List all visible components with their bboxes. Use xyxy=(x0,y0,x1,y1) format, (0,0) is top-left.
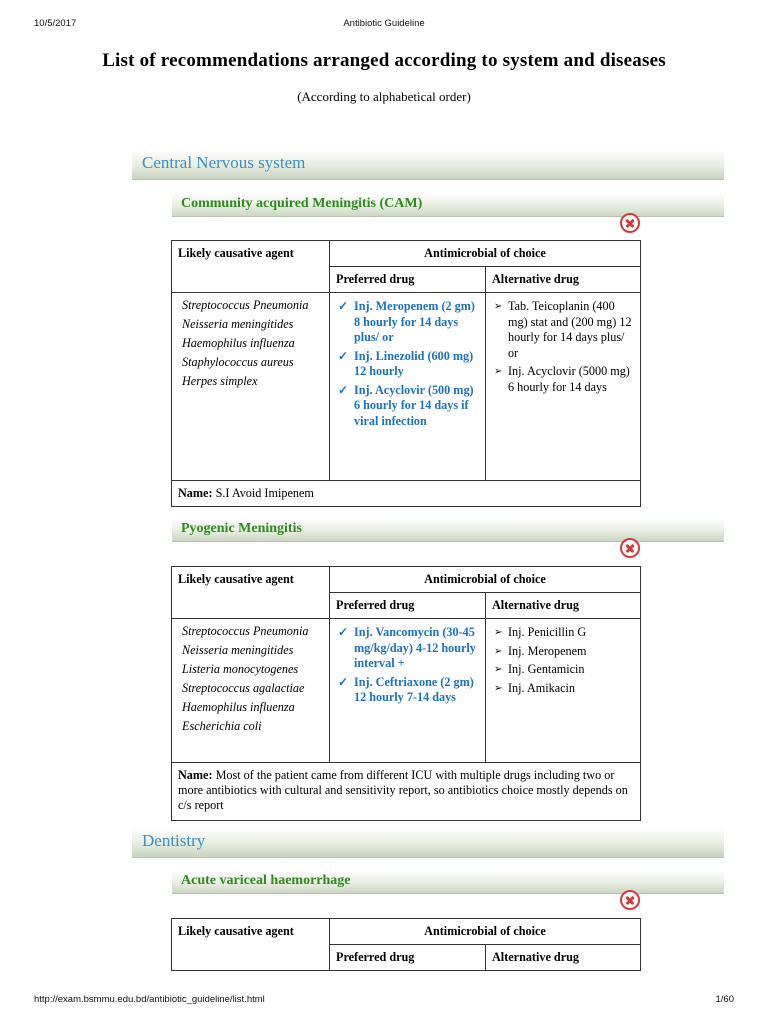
alternative-item: ➢ Inj. Gentamicin xyxy=(494,662,585,676)
drug-table-cam xyxy=(171,240,641,507)
check-icon: ✓ xyxy=(338,382,349,397)
system-title: Dentistry xyxy=(142,831,206,850)
agents-cell xyxy=(172,293,330,481)
agent-item: Streptococcus Pneumonia xyxy=(182,624,309,638)
system-title: Central Nervous system xyxy=(142,153,306,172)
agent-item: Neisseria meningitides xyxy=(182,643,294,657)
system-header-dentistry[interactable] xyxy=(132,828,724,858)
alternative-item: ➢ Inj. Amikacin xyxy=(494,680,576,695)
header-preferred: Preferred drug xyxy=(330,267,486,293)
header-preferred: Preferred drug xyxy=(330,945,486,971)
alternative-item: ➢ Inj. Penicillin G xyxy=(494,625,587,639)
header-alternative: Alternative drug xyxy=(486,267,641,293)
preferred-item: ✓ Inj. Ceftriaxone (2 gm) 12 hourly 7-14 days xyxy=(338,674,474,704)
header-antimicrobial: Antimicrobial of choice xyxy=(330,567,641,593)
print-url: http://exam.bsmmu.edu.bd/antibiotic_guideline/list.html xyxy=(34,994,265,1005)
preferred-item: ✓ Inj. Linezolid (600 mg) 12 hourly xyxy=(338,348,474,378)
check-icon: ✓ xyxy=(338,625,349,639)
drug-table-pyogenic xyxy=(171,566,641,821)
note-text: Most of the patient came from different ICU with multiple drugs including two or more antibiotics with cultural and sensitivity report, so antibiotics choice mostly depends on c/s report xyxy=(178,768,628,812)
page-subtitle: (According to alphabetical order) xyxy=(297,89,471,104)
header-preferred: Preferred drug xyxy=(330,593,486,619)
preferred-item: ✓ Inj. Acyclovir (500 mg) 6 hourly for 14 days if viral infection xyxy=(338,382,474,428)
alternative-item: ➢ Inj. Acyclovir (5000 mg) 6 hourly for 14 days xyxy=(494,364,630,394)
system-header-cns[interactable] xyxy=(132,150,724,180)
alternative-item: ➢ Tab. Teicoplanin (400 mg) stat and (200 mg) 12 hourly for 14 days plus/ or xyxy=(494,299,632,360)
alternative-cell xyxy=(486,619,641,763)
print-page-title: Antibiotic Guideline xyxy=(343,18,425,29)
disease-title: Community acquired Meningitis (CAM) xyxy=(181,196,423,211)
agents-cell xyxy=(172,619,330,763)
disease-title: Pyogenic Meningitis xyxy=(181,521,302,536)
header-alternative: Alternative drug xyxy=(486,593,641,619)
page-number: 1/60 xyxy=(715,994,734,1005)
close-icon[interactable] xyxy=(620,538,640,558)
arrow-right-icon: ➢ xyxy=(494,366,503,377)
arrow-right-icon: ➢ xyxy=(494,682,503,694)
preferred-item: ✓ Inj. Meropenem (2 gm) 8 hourly for 14 days plus/ or xyxy=(338,299,475,344)
header-antimicrobial: Antimicrobial of choice xyxy=(330,241,641,267)
check-icon: ✓ xyxy=(338,674,349,689)
arrow-right-icon: ➢ xyxy=(494,627,503,638)
print-header xyxy=(34,18,734,32)
arrow-right-icon: ➢ xyxy=(494,645,503,657)
agent-item: Haemophilus influenza xyxy=(182,336,295,350)
disease-header-variceal[interactable] xyxy=(172,870,724,894)
alternative-item: ➢ Inj. Meropenem xyxy=(494,643,587,658)
disease-title: Acute variceal haemorrhage xyxy=(181,873,351,888)
note-cell xyxy=(172,763,641,821)
note-label: Name: xyxy=(178,486,213,500)
disease-header-pyogenic[interactable] xyxy=(172,518,724,542)
check-icon: ✓ xyxy=(338,299,349,313)
agent-item: Herpes simplex xyxy=(182,374,258,388)
disease-header-cam[interactable] xyxy=(172,193,724,217)
agent-item: Streptococcus Pneumonia xyxy=(182,298,309,312)
alternative-cell xyxy=(486,293,641,481)
drug-table-variceal xyxy=(171,918,641,971)
header-antimicrobial: Antimicrobial of choice xyxy=(330,919,641,945)
agent-item: Neisseria meningitides xyxy=(182,317,294,331)
header-alternative: Alternative drug xyxy=(486,945,641,971)
note-cell xyxy=(172,481,641,507)
preferred-item: ✓ Inj. Vancomycin (30-45 mg/kg/day) 4-12 hourly interval + xyxy=(338,625,476,670)
agent-item: Escherichia coli xyxy=(182,719,262,733)
arrow-right-icon: ➢ xyxy=(494,301,503,312)
agent-item: Listeria monocytogenes xyxy=(182,662,299,676)
header-agent: Likely causative agent xyxy=(172,919,330,971)
note-text: S.I Avoid Imipenem xyxy=(215,486,314,500)
print-date: 10/5/2017 xyxy=(34,18,77,29)
preferred-cell xyxy=(330,619,486,763)
close-icon[interactable] xyxy=(620,213,640,233)
agent-item: Staphylococcus aureus xyxy=(182,355,294,369)
header-agent: Likely causative agent xyxy=(172,241,330,293)
close-icon[interactable] xyxy=(620,890,640,910)
page-title: List of recommendations arranged according to system and diseases xyxy=(102,50,666,71)
preferred-cell xyxy=(330,293,486,481)
check-icon: ✓ xyxy=(338,348,349,363)
header-agent: Likely causative agent xyxy=(172,567,330,619)
note-label: Name: xyxy=(178,768,213,782)
agent-item: Haemophilus influenza xyxy=(182,700,295,714)
arrow-right-icon: ➢ xyxy=(494,664,503,675)
agent-item: Streptococcus agalactiae xyxy=(182,681,305,695)
print-footer xyxy=(34,994,734,1008)
